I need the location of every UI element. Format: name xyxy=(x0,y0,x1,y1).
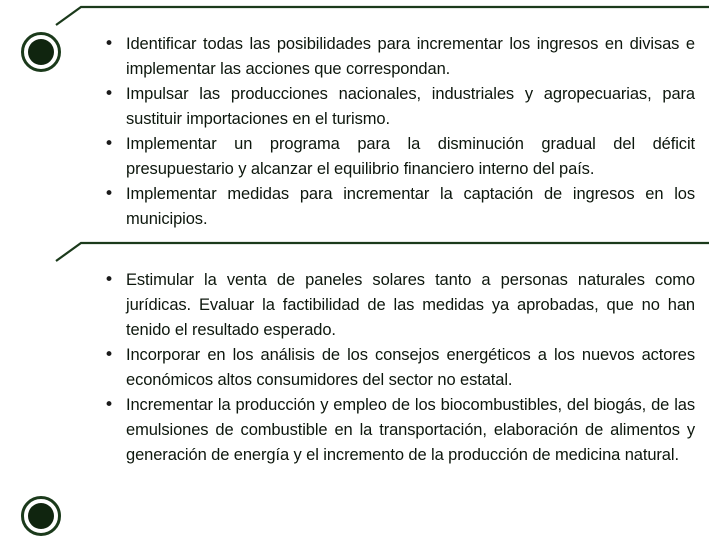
bullet-icon: • xyxy=(103,34,115,54)
bullet-icon: • xyxy=(103,84,115,104)
list-item-text: Incrementar la producción y empleo de los biocombustibles, del biogás, de las emulsiones de combustible en la transportación, elaboración de alimentos y generación de energía y el incremento de la producción de medicina natural. xyxy=(126,396,695,464)
list-item xyxy=(92,32,709,82)
list-item xyxy=(92,182,709,232)
bullet-icon: • xyxy=(103,184,115,204)
bullet-list-1 xyxy=(0,26,709,232)
section-marker-1 xyxy=(21,32,61,72)
section-divider-2 xyxy=(0,240,709,262)
bullet-icon: • xyxy=(103,345,115,365)
section-rule-graphic-1 xyxy=(55,4,709,26)
bullet-list-2 xyxy=(0,262,709,468)
list-item xyxy=(92,393,709,468)
list-item xyxy=(92,343,709,393)
section-marker-2 xyxy=(21,496,61,536)
list-item xyxy=(92,132,709,182)
section-divider-1 xyxy=(0,4,709,26)
section-rule-graphic-2 xyxy=(55,240,709,262)
document-section-energy xyxy=(0,232,709,468)
bullet-icon: • xyxy=(103,270,115,290)
list-item-text: Identificar todas las posibilidades para incrementar los ingresos en divisas e implementar las acciones que correspondan. xyxy=(126,35,695,78)
list-item-text: Implementar un programa para la disminución gradual del déficit presupuestario y alcanzar el equilibrio financiero interno del país. xyxy=(126,135,695,178)
list-item-text: Incorporar en los análisis de los consejos energéticos a los nuevos actores económicos altos consumidores del sector no estatal. xyxy=(126,346,695,389)
list-item-text: Implementar medidas para incrementar la captación de ingresos en los municipios. xyxy=(126,185,695,228)
bullet-icon: • xyxy=(103,134,115,154)
list-item xyxy=(92,82,709,132)
document-section-economy xyxy=(0,0,709,232)
bullet-icon: • xyxy=(103,395,115,415)
list-item-text: Impulsar las producciones nacionales, industriales y agropecuarias, para sustituir importaciones en el turismo. xyxy=(126,85,695,128)
list-item-text: Estimular la venta de paneles solares tanto a personas naturales como jurídicas. Evaluar la factibilidad de las medidas ya aprobadas, que no han tenido el resultado esperado. xyxy=(126,271,695,339)
list-item xyxy=(92,268,709,343)
